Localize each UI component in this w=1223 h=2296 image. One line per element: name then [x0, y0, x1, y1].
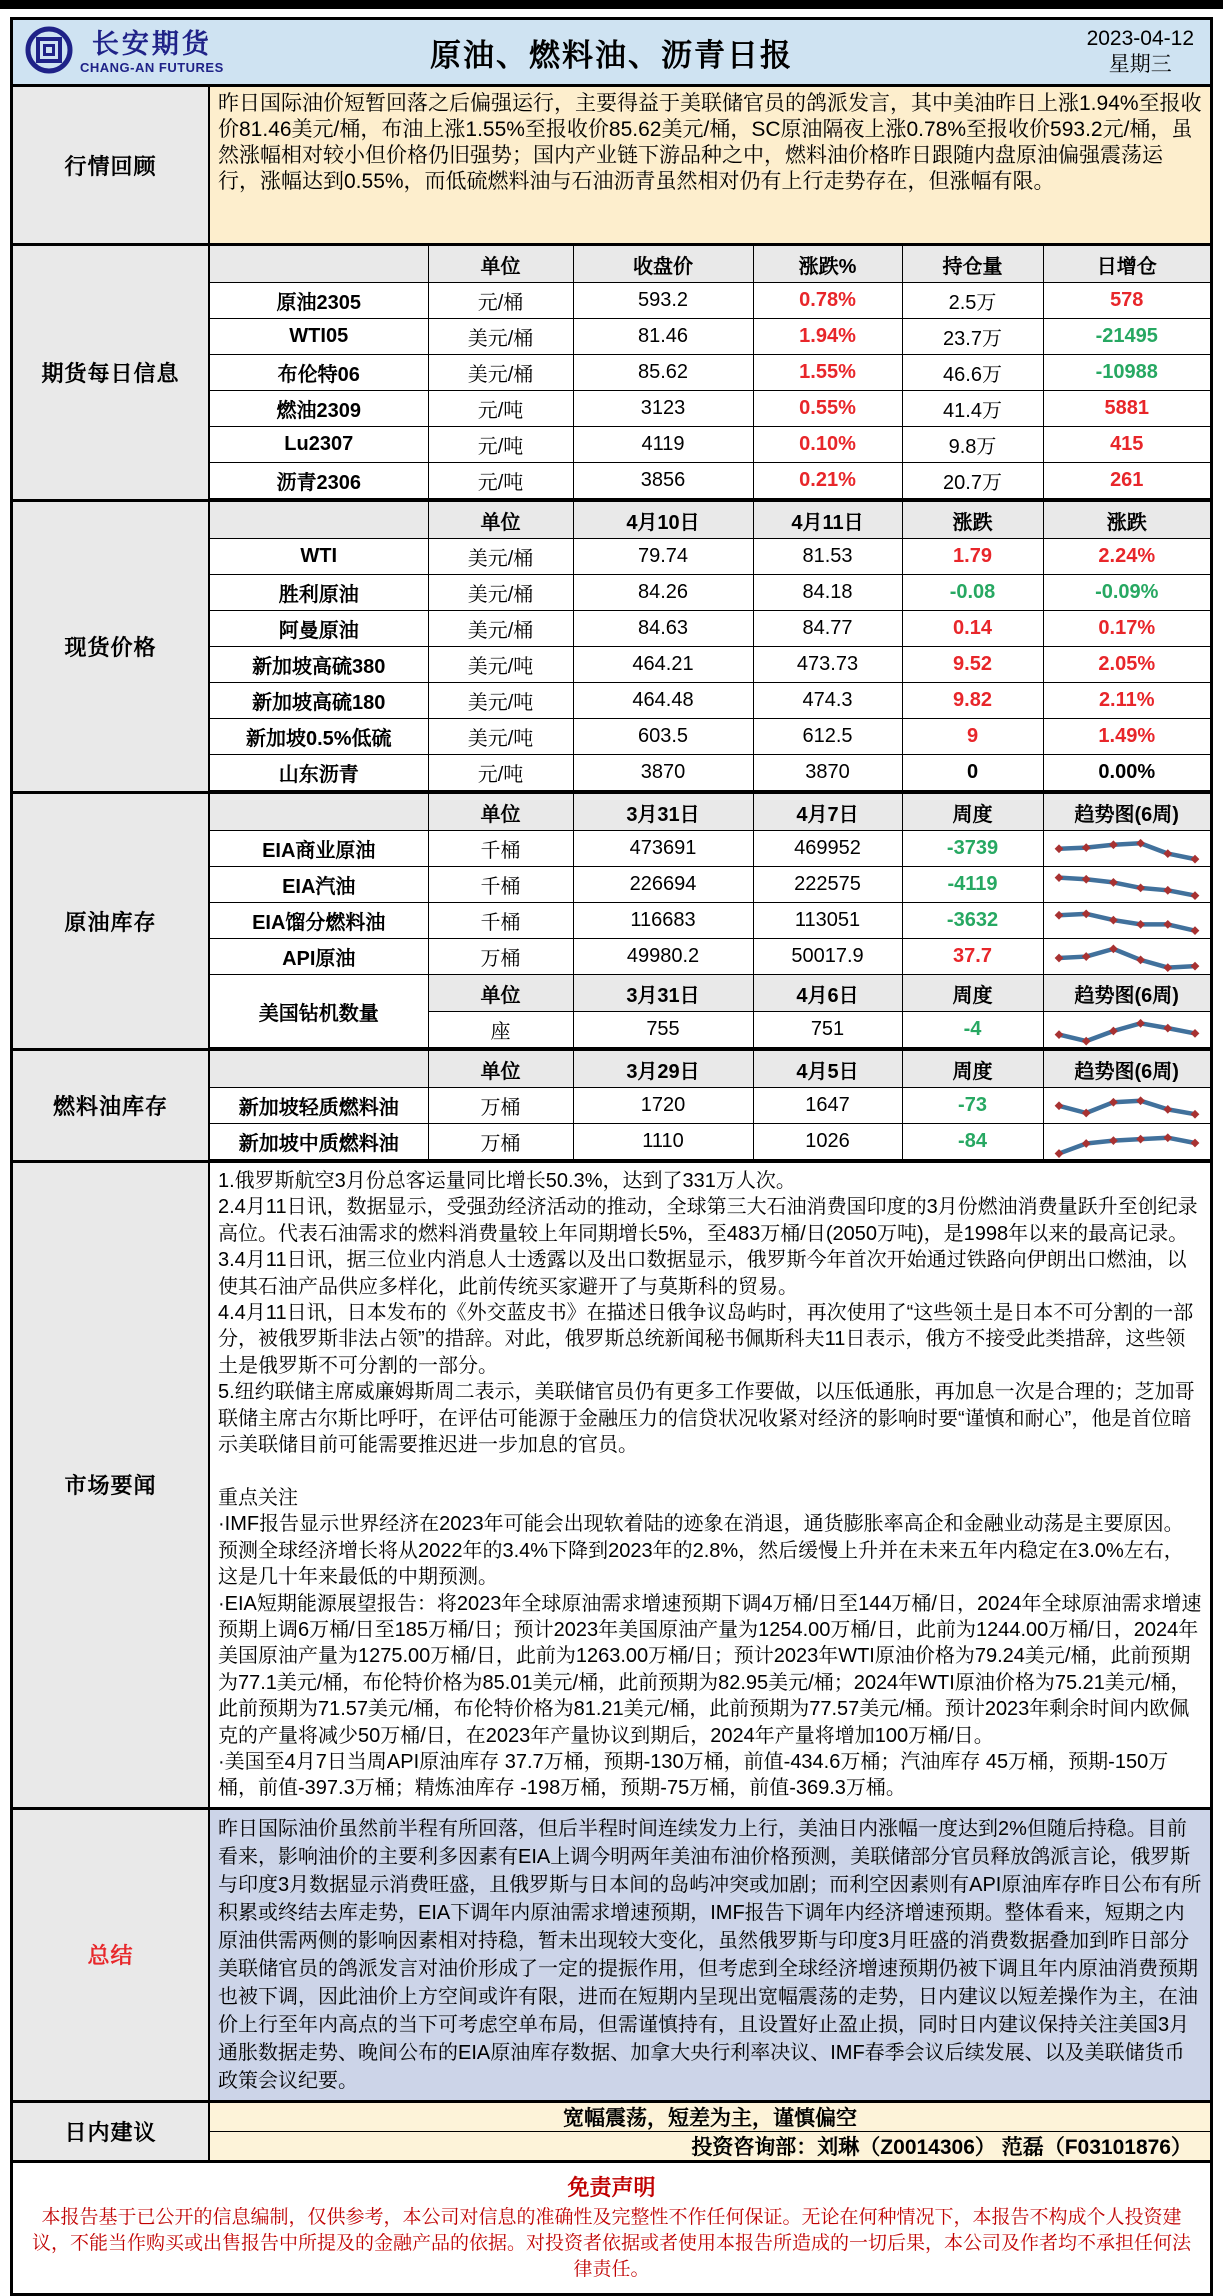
- cell: 3856: [573, 463, 753, 499]
- table-row: [210, 683, 1210, 719]
- cell: 9.52: [902, 647, 1043, 683]
- cell: 单位: [428, 1051, 573, 1088]
- cell: 阿曼原油: [210, 611, 428, 647]
- cell: 美元/吨: [428, 719, 573, 755]
- cell: 万桶: [428, 1088, 573, 1124]
- table-row: [210, 1051, 1210, 1088]
- cell: 趋势图(6周): [1043, 975, 1210, 1012]
- cell: 美元/桶: [428, 539, 573, 575]
- cell: 464.48: [573, 683, 753, 719]
- table-row: [210, 975, 1210, 1012]
- cell: Lu2307: [210, 427, 428, 463]
- page-title: 原油、燃料油、沥青日报: [430, 37, 793, 73]
- table-row: [210, 755, 1210, 791]
- trend-sparkline: [1043, 939, 1210, 975]
- table-row: [210, 647, 1210, 683]
- section-intraday-advice: [13, 2100, 1210, 2160]
- table-row: [210, 502, 1210, 539]
- cell: 84.63: [573, 611, 753, 647]
- cell: 0.55%: [753, 391, 902, 427]
- cell: 9: [902, 719, 1043, 755]
- cell: 81.53: [753, 539, 902, 575]
- cell: 千桶: [428, 867, 573, 903]
- cell: 千桶: [428, 903, 573, 939]
- section-label-market-review: 行情回顾: [13, 87, 210, 243]
- cell: 9.8万: [902, 427, 1043, 463]
- cell: 464.21: [573, 647, 753, 683]
- changan-coin-icon: [25, 26, 73, 79]
- cell: 4119: [573, 427, 753, 463]
- fuel-inventory-table: [210, 1051, 1210, 1160]
- cell: 趋势图(6周): [1043, 794, 1210, 831]
- table-row: [210, 794, 1210, 831]
- trend-sparkline: [1043, 1088, 1210, 1124]
- cell: 603.5: [573, 719, 753, 755]
- cell: 持仓量: [902, 246, 1043, 283]
- advice-main-text: 宽幅震荡，短差为主，谨慎偏空: [210, 2103, 1210, 2131]
- news-paragraph: ·IMF报告显示世界经济在2023年可能会出现软着陆的迹象在消退，通货膨胀率高企和金融业动荡是主要原因。预测全球经济增长将从2022年的3.4%下降到2023年的2.8%，然后缓慢上升并在未来五年内稳定在3.0%左右，这是几十年来最低的中期预测。: [218, 1513, 1184, 1589]
- cell: API原油: [210, 939, 428, 975]
- cell: 20.7万: [902, 463, 1043, 499]
- cell: 3月29日: [573, 1051, 753, 1088]
- cell: 新加坡0.5%低硫: [210, 719, 428, 755]
- table-row: [210, 867, 1210, 903]
- table-row: [210, 939, 1210, 975]
- cell: 9.82: [902, 683, 1043, 719]
- cell: 单位: [428, 246, 573, 283]
- news-paragraph: 4.4月11日讯，日本发布的《外交蓝皮书》在描述日俄争议岛屿时，再次使用了“这些领土是日本不可分割的一部分，被俄罗斯非法占领”的措辞。对此，俄罗斯总统新闻秘书佩斯科夫11日表示，俄方不接受此类措辞，这些领土是俄罗斯不可分割的一部分。: [218, 1302, 1194, 1377]
- cell: 美国钻机数量: [210, 975, 428, 1048]
- cell: -3632: [902, 903, 1043, 939]
- cell: 单位: [428, 794, 573, 831]
- cell: 49980.2: [573, 939, 753, 975]
- section-label-fuel-inventory: 燃料油库存: [13, 1051, 210, 1160]
- cell: [210, 794, 428, 831]
- company-logo: [13, 26, 224, 79]
- section-label-crude-inventory: 原油库存: [13, 794, 210, 1048]
- cell: 415: [1043, 427, 1210, 463]
- trend-sparkline: [1043, 867, 1210, 903]
- cell: 79.74: [573, 539, 753, 575]
- cell: 0.21%: [753, 463, 902, 499]
- cell: -84: [902, 1124, 1043, 1160]
- cell: 3870: [753, 755, 902, 791]
- news-paragraph: ·美国至4月7日当周API原油库存 37.7万桶，预期-130万桶，前值-434.6万桶；汽油库存 45万桶，预期-150万桶，前值-397.3万桶；精炼油库存 -198万桶，预期-75万桶，前值-369.3万桶。: [218, 1750, 1169, 1800]
- cell: 1026: [753, 1124, 902, 1160]
- futures-daily-table: [210, 246, 1210, 499]
- cell: 座: [428, 1012, 573, 1048]
- cell: 37.7: [902, 939, 1043, 975]
- cell: 元/吨: [428, 391, 573, 427]
- cell: 涨跌%: [753, 246, 902, 283]
- cell: 755: [573, 1012, 753, 1048]
- cell: 美元/桶: [428, 319, 573, 355]
- cell: 1.49%: [1043, 719, 1210, 755]
- cell: 单位: [428, 502, 573, 539]
- trend-sparkline: [1043, 1012, 1210, 1048]
- cell: 胜利原油: [210, 575, 428, 611]
- spot-price-table: [210, 502, 1210, 791]
- section-market-news: [13, 1160, 1210, 1807]
- cell: [210, 246, 428, 283]
- cell: 85.62: [573, 355, 753, 391]
- table-row: [210, 283, 1210, 319]
- cell: 新加坡中质燃料油: [210, 1124, 428, 1160]
- table-row: [210, 539, 1210, 575]
- cell: 万桶: [428, 1124, 573, 1160]
- cell: WTI05: [210, 319, 428, 355]
- cell: 涨跌: [902, 502, 1043, 539]
- cell: 113051: [753, 903, 902, 939]
- date-value: 2023-04-12: [1086, 26, 1194, 50]
- cell: 0.78%: [753, 283, 902, 319]
- table-row: [210, 1088, 1210, 1124]
- cell: 涨跌: [1043, 502, 1210, 539]
- cell: 万桶: [428, 939, 573, 975]
- table-row: [210, 831, 1210, 867]
- section-label-futures-daily: 期货每日信息: [13, 246, 210, 499]
- cell: 593.2: [573, 283, 753, 319]
- cell: 4月5日: [753, 1051, 902, 1088]
- cell: 元/吨: [428, 427, 573, 463]
- table-row: [210, 719, 1210, 755]
- cell: 3月31日: [573, 794, 753, 831]
- cell: 4月10日: [573, 502, 753, 539]
- cell: 周度: [902, 1051, 1043, 1088]
- cell: 0.17%: [1043, 611, 1210, 647]
- cell: 222575: [753, 867, 902, 903]
- cell: -10988: [1043, 355, 1210, 391]
- table-row: [210, 246, 1210, 283]
- table-row: [210, 1124, 1210, 1160]
- cell: 燃油2309: [210, 391, 428, 427]
- cell: 新加坡高硫380: [210, 647, 428, 683]
- cell: -21495: [1043, 319, 1210, 355]
- cell: -73: [902, 1088, 1043, 1124]
- cell: 1.79: [902, 539, 1043, 575]
- cell: 751: [753, 1012, 902, 1048]
- cell: 美元/桶: [428, 575, 573, 611]
- cell: WTI: [210, 539, 428, 575]
- section-fuel-inventory: [13, 1048, 1210, 1160]
- cell: 4月11日: [753, 502, 902, 539]
- section-label-intraday-advice: 日内建议: [13, 2103, 210, 2160]
- cell: 1.55%: [753, 355, 902, 391]
- cell: 473691: [573, 831, 753, 867]
- cell: -3739: [902, 831, 1043, 867]
- cell: EIA商业原油: [210, 831, 428, 867]
- trend-sparkline: [1043, 903, 1210, 939]
- table-row: [210, 427, 1210, 463]
- table-row: [210, 903, 1210, 939]
- cell: 美元/吨: [428, 647, 573, 683]
- report-header: [13, 20, 1210, 84]
- cell: 474.3: [753, 683, 902, 719]
- cell: 2.24%: [1043, 539, 1210, 575]
- daily-report: [10, 17, 1213, 2296]
- cell: 226694: [573, 867, 753, 903]
- cell: 千桶: [428, 831, 573, 867]
- cell: 0.00%: [1043, 755, 1210, 791]
- cell: 116683: [573, 903, 753, 939]
- cell: 473.73: [753, 647, 902, 683]
- cell: EIA汽油: [210, 867, 428, 903]
- cell: 0.10%: [753, 427, 902, 463]
- news-paragraph: 5.纽约联储主席威廉姆斯周二表示，美联储官员仍有更多工作要做，以压低通胀，再加息一次是合理的；芝加哥联储主席古尔斯比呼吁，在评估可能源于金融压力的信贷状况收紧对经济的影响时要“谨慎和耐心”，他是首位暗示美联储目前可能需要推迟进一步加息的官员。: [218, 1381, 1195, 1457]
- section-disclaimer: [13, 2160, 1210, 2293]
- cell: 元/吨: [428, 755, 573, 791]
- cell: 周度: [902, 794, 1043, 831]
- cell: 周度: [902, 975, 1043, 1012]
- section-market-review: [13, 84, 1210, 243]
- section-label-spot-prices: 现货价格: [13, 502, 210, 791]
- cell: 1647: [753, 1088, 902, 1124]
- logo-name-cn: 长安期货: [91, 28, 212, 59]
- cell: 元/桶: [428, 283, 573, 319]
- cell: 46.6万: [902, 355, 1043, 391]
- cell: 50017.9: [753, 939, 902, 975]
- table-row: [210, 575, 1210, 611]
- crude-inventory-table: [210, 794, 1210, 1048]
- report-date: [1087, 26, 1210, 79]
- market-news-content: [210, 1163, 1210, 1807]
- cell: -0.09%: [1043, 575, 1210, 611]
- cell: 5881: [1043, 391, 1210, 427]
- cell: 1110: [573, 1124, 753, 1160]
- cell: 新加坡高硫180: [210, 683, 428, 719]
- disclaimer-title: 免责声明: [567, 2174, 656, 2200]
- table-row: [210, 391, 1210, 427]
- cell: 3123: [573, 391, 753, 427]
- cell: -4119: [902, 867, 1043, 903]
- news-paragraph: 重点关注: [218, 1486, 298, 1509]
- disclaimer-text: 本报告基于已公开的信息编制，仅供参考，本公司对信息的准确性及完整性不作任何保证。无论在何种情况下，本报告不构成个人投资建议，不能当作购买或出售报告中所提及的金融产品的依据。对投资者依据或者使用本报告所造成的一切后果，本公司及作者均不承担任何法律责任。: [31, 2206, 1191, 2280]
- cell: 2.5万: [902, 283, 1043, 319]
- market-review-text: 昨日国际油价短暂回落之后偏强运行，主要得益于美联储官员的鸽派发言，其中美油昨日上涨1.94%至报收价81.46美元/桶，布油上涨1.55%至报收价85.62美元/桶，SC原油隔夜上涨0.78%至报收价593.2元/桶，虽然涨幅相对较小但价格仍旧强势；国内产业链下游品种之中，燃料油价格昨日跟随内盘原油偏强震荡运行，涨幅达到0.55%，而低硫燃料油与石油沥青虽然相对仍有上行走势存在，但涨幅有限。: [210, 87, 1210, 243]
- cell: 84.26: [573, 575, 753, 611]
- table-row: [210, 319, 1210, 355]
- cell: 美元/桶: [428, 355, 573, 391]
- cell: 4月7日: [753, 794, 902, 831]
- cell: 23.7万: [902, 319, 1043, 355]
- cell: 2.11%: [1043, 683, 1210, 719]
- cell: 84.18: [753, 575, 902, 611]
- cell: 41.4万: [902, 391, 1043, 427]
- summary-text: 昨日国际油价虽然前半程有所回落，但后半程时间连续发力上行，美油日内涨幅一度达到2%但随后持稳。目前看来，影响油价的主要利多因素有EIA上调今明两年美油布油价格预测，美联储部分官员释放鸽派言论，俄罗斯与印度3月数据显示消费旺盛，且俄罗斯与日本间的岛屿冲突或加剧；而利空因素则有API原油库存昨日公布有所积累或终结去库走势，EIA下调年内原油需求增速预期，IMF报告下调年内经济增速预期。整体看来，短期之内原油供需两侧的影响因素相对持稳，暂未出现较大变化，虽然俄罗斯与印度3月旺盛的消费数据叠加到昨日部分美联储官员的鸽派发言对油价形成了一定的提振作用，但考虑到全球经济增速预期仍被下调且年内原油消费预期也被下调，因此油价上方空间或许有限，进而在短期内呈现出宽幅震荡的走势，日内建议以短差操作为主，在油价上行至年内高点的当下可考虑空单布局，但需谨慎持有，且设置好止盈止损，同时日内建议保持关注美国3月通胀数据走势、晚间公布的EIA原油库存数据、加拿大央行利率决议、IMF春季会议后续发展、以及美联储货币政策会议纪要。: [210, 1810, 1210, 2100]
- cell: [210, 1051, 428, 1088]
- cell: 布伦特06: [210, 355, 428, 391]
- cell: -4: [902, 1012, 1043, 1048]
- cell: 2.05%: [1043, 647, 1210, 683]
- cell: 1720: [573, 1088, 753, 1124]
- cell: 3月31日: [573, 975, 753, 1012]
- cell: 261: [1043, 463, 1210, 499]
- section-crude-inventory: [13, 791, 1210, 1048]
- news-paragraph: 2.4月11日讯，数据显示，受强劲经济活动的推动，全球第三大石油消费国印度的3月份燃油消费量跃升至创纪录高位。代表石油需求的燃料消费量较上年同期增长5%，至483万桶/日(2050万吨)，是1998年以来的最高记录。: [218, 1196, 1198, 1245]
- news-paragraph: 3.4月11日讯，据三位业内消息人士透露以及出口数据显示，俄罗斯今年首次开始通过铁路向伊朗出口燃油，以使其石油产品供应多样化，此前传统买家避开了与莫斯科的贸易。: [218, 1249, 1187, 1298]
- cell: 4月6日: [753, 975, 902, 1012]
- section-spot-prices: [13, 499, 1210, 791]
- trend-sparkline: [1043, 1124, 1210, 1160]
- cell: 元/吨: [428, 463, 573, 499]
- cell: 612.5: [753, 719, 902, 755]
- cell: 81.46: [573, 319, 753, 355]
- cell: 1.94%: [753, 319, 902, 355]
- news-paragraph: [218, 1458, 1202, 1484]
- cell: 趋势图(6周): [1043, 1051, 1210, 1088]
- cell: 山东沥青: [210, 755, 428, 791]
- cell: 84.77: [753, 611, 902, 647]
- section-label-market-news: 市场要闻: [13, 1163, 210, 1807]
- cell: 美元/桶: [428, 611, 573, 647]
- cell: 0: [902, 755, 1043, 791]
- section-summary: [13, 1807, 1210, 2100]
- weekday-value: 星期三: [1108, 53, 1172, 76]
- cell: [210, 502, 428, 539]
- section-futures-daily: [13, 243, 1210, 499]
- cell: -0.08: [902, 575, 1043, 611]
- cell: 原油2305: [210, 283, 428, 319]
- top-border-bar: [0, 0, 1223, 9]
- news-paragraph: 1.俄罗斯航空3月份总客运量同比增长50.3%，达到了331万人次。: [218, 1170, 796, 1192]
- advice-consultants: 投资咨询部：刘琳（Z0014306） 范磊（F03101876）: [210, 2131, 1210, 2160]
- cell: EIA馏分燃料油: [210, 903, 428, 939]
- section-label-summary: 总结: [13, 1810, 210, 2100]
- news-paragraph: ·EIA短期能源展望报告：将2023年全球原油需求增速预期下调4万桶/日至144万桶/日，2024年全球原油需求增速预期上调6万桶/日至185万桶/日；预计2023年美国原油产量为1254.00万桶/日，此前为1244.00万桶/日，2024年美国原油产量为1275.00万桶/日，此前为1263.00万桶/日；预计2023年WTI原油价格为79.24美元/桶，此前预期为77.1美元/桶，布伦特价格为85.01美元/桶，此前预期为82.95美元/桶；2024年WTI原油价格为75.21美元/桶，此前预期为71.57美元/桶，布伦特价格为81.21美元/桶，此前预期为77.57美元/桶。预计2023年剩余时间内欧佩克的产量将减少50万桶/日，在2023年产量协议到期后，2024年产量将增加100万桶/日。: [218, 1592, 1202, 1747]
- cell: 日增仓: [1043, 246, 1210, 283]
- trend-sparkline: [1043, 831, 1210, 867]
- cell: 收盘价: [573, 246, 753, 283]
- cell: 3870: [573, 755, 753, 791]
- table-row: [210, 463, 1210, 499]
- cell: 新加坡轻质燃料油: [210, 1088, 428, 1124]
- cell: 美元/吨: [428, 683, 573, 719]
- logo-name-en: CHANG-AN FUTURES: [80, 59, 224, 75]
- cell: 578: [1043, 283, 1210, 319]
- cell: 0.14: [902, 611, 1043, 647]
- cell: 沥青2306: [210, 463, 428, 499]
- table-row: [210, 355, 1210, 391]
- table-row: [210, 611, 1210, 647]
- cell: 469952: [753, 831, 902, 867]
- cell: 单位: [428, 975, 573, 1012]
